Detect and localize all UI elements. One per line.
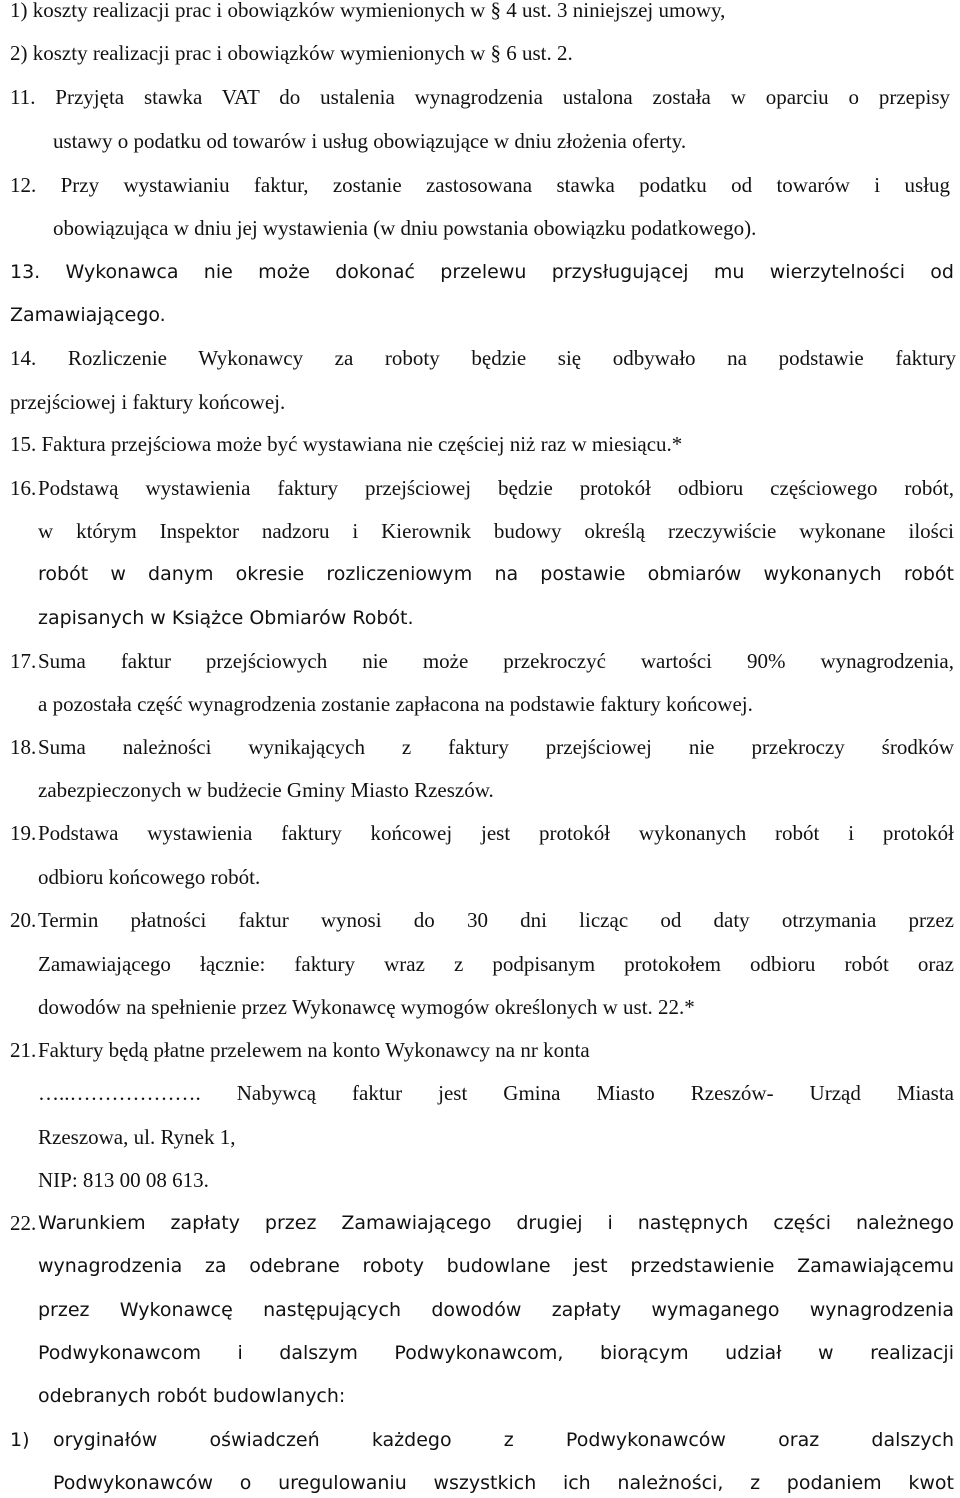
paragraph-22-line-5: odebranych robót budowlanych: [38,1385,346,1407]
paragraph-11-line-2: ustawy o podatku od towarów i usług obowiązujące w dniu złożenia oferty. [53,129,687,153]
paragraph-20-line-2: Zamawiającego łącznie: faktury wraz z podpisanym protokołem odbioru robót oraz [38,952,954,976]
item-number-22: 22. [10,1211,37,1235]
paragraph-22-line-2: wynagrodzenia za odebrane roboty budowlane jest przedstawienie Zamawiającemu [38,1255,954,1277]
paragraph-21-line-2: …..………………. Nabywcą faktur jest Gmina Miasto Rzeszów- Urząd Miasta [38,1081,954,1105]
paragraph-14-line-1: 14. Rozliczenie Wykonawcy za roboty będzie się odbywało na podstawie faktury [10,346,956,370]
item-number-18: 18. [10,735,37,759]
paragraph-21-line-3: Rzeszowa, ul. Rynek 1, [38,1125,236,1149]
paragraph-20-line-3: dowodów na spełnienie przez Wykonawcę wymogów określonych w ust. 22.* [38,995,695,1019]
paragraph-16-line-2: w którym Inspektor nadzoru i Kierownik budowy określą rzeczywiście wykonane ilości [38,519,954,543]
sub-item-number-1: 1) [10,1429,30,1451]
paragraph-18-line-2: zabezpieczonych w budżecie Gminy Miasto Rzeszów. [38,778,494,802]
paragraph-18-line-1: Suma należności wynikających z faktury przejściowej nie przekroczy środków [38,735,954,759]
paragraph-21-line-4: NIP: 813 00 08 613. [38,1168,209,1192]
paragraph-17-line-2: a pozostała część wynagrodzenia zostanie zapłacona na podstawie faktury końcowej. [38,692,753,716]
paragraph-14-line-2: przejściowej i faktury końcowej. [10,390,286,414]
item-number-21: 21. [10,1038,37,1062]
paragraph-22-line-1: Warunkiem zapłaty przez Zamawiającego drugiej i następnych części należnego [38,1212,954,1234]
paragraph-22-line-4: Podwykonawcom i dalszym Podwykonawcom, biorącym udział w realizacji [38,1342,954,1364]
paragraph-15: 15. Faktura przejściowa może być wystawiana nie częściej niż raz w miesiącu.* [10,432,683,456]
paragraph-16-line-1: Podstawą wystawienia faktury przejściowej będzie protokół odbioru częściowego robót, [38,476,954,500]
paragraph-16-line-4: zapisanych w Książce Obmiarów Robót. [38,607,414,629]
paragraph-17-line-1: Suma faktur przejściowych nie może przekroczyć wartości 90% wynagrodzenia, [38,649,954,673]
paragraph-22-line-3: przez Wykonawcę następujących dowodów zapłaty wymaganego wynagrodzenia [38,1299,954,1321]
paragraph-19-line-2: odbioru końcowego robót. [38,865,261,889]
item-number-19: 19. [10,821,37,845]
sub-item-1-line-1: oryginałów oświadczeń każdego z Podwykonawców oraz dalszych [53,1429,954,1451]
item-number-16: 16. [10,476,37,500]
paragraph-12-line-1: 12. Przy wystawianiu faktur, zostanie zastosowana stawka podatku od towarów i usług [10,173,950,197]
paragraph-13-line-2: Zamawiającego. [10,304,166,326]
paragraph-21-line-1: Faktury będą płatne przelewem na konto Wykonawcy na nr konta [38,1038,590,1062]
paragraph-12-line-2: obowiązująca w dniu jej wystawienia (w dniu powstania obowiązku podatkowego). [53,216,757,240]
paragraph-16-line-3: robót w danym okresie rozliczeniowym na postawie obmiarów wykonanych robót [38,563,954,585]
paragraph-11-line-1: 11. Przyjęta stawka VAT do ustalenia wynagrodzenia ustalona została w oparciu o przepisy [10,85,950,109]
paragraph-13-line-1: 13. Wykonawca nie może dokonać przelewu przysługującej mu wierzytelności od [10,261,954,283]
list-item-2: 2) koszty realizacji prac i obowiązków wymienionych w § 6 ust. 2. [10,41,573,65]
item-number-17: 17. [10,649,37,673]
paragraph-19-line-1: Podstawa wystawienia faktury końcowej jest protokół wykonanych robót i protokół [38,821,954,845]
item-number-20: 20. [10,908,37,932]
list-item-1: 1) koszty realizacji prac i obowiązków wymienionych w § 4 ust. 3 niniejszej umowy, [10,0,726,22]
paragraph-20-line-1: Termin płatności faktur wynosi do 30 dni licząc od daty otrzymania przez [38,908,954,932]
sub-item-1-line-2: Podwykonawców o uregulowaniu wszystkich ich należności, z podaniem kwot [53,1472,954,1494]
